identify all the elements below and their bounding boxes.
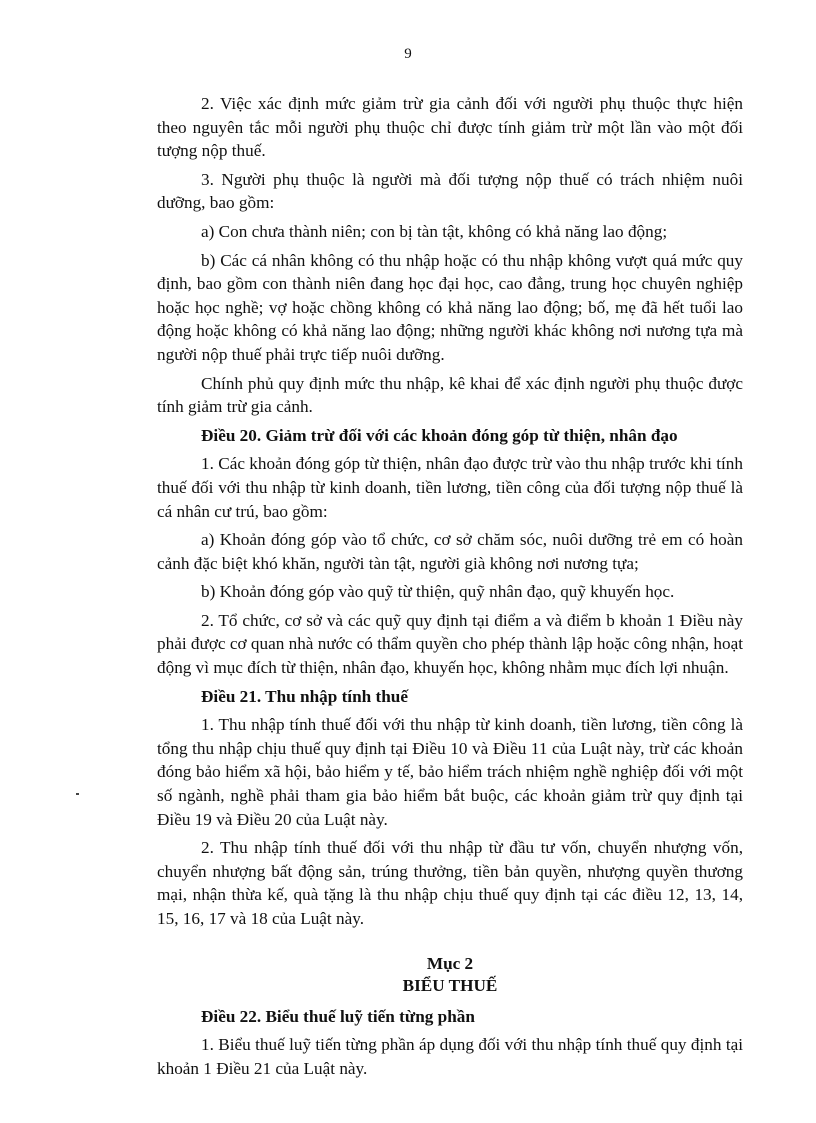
paragraph: 1. Các khoản đóng góp từ thiện, nhân đạo được trừ vào thu nhập trước khi tính thuế đối với thu nhập từ kinh doanh, tiền lương, tiền công của đối tượng nộp thuế là cá nhân cư trú, bao gồm: bbox=[157, 454, 743, 521]
article-21-title: Điều 21. Thu nhập tính thuế bbox=[201, 686, 408, 706]
margin-mark bbox=[76, 793, 79, 795]
paragraph: b) Khoản đóng góp vào quỹ từ thiện, quỹ nhân đạo, quỹ khuyến học. bbox=[201, 582, 675, 602]
paragraph: 3. Người phụ thuộc là người mà đối tượng nộp thuế có trách nhiệm nuôi dưỡng, bao gồm: bbox=[157, 169, 743, 213]
paragraph: 1. Biểu thuế luỹ tiến từng phần áp dụng đối với thu nhập tính thuế quy định tại khoản 1 Điều 21 của Luật này. bbox=[157, 1035, 743, 1078]
section-title: BIỂU THUẾ bbox=[402, 975, 498, 995]
paragraph: a) Khoản đóng góp vào tổ chức, cơ sở chăm sóc, nuôi dưỡng trẻ em có hoàn cảnh đặc biệt khó khăn, người tàn tật, người già không nơi nương tựa; bbox=[157, 530, 743, 573]
page-number: 9 bbox=[404, 46, 412, 62]
paragraph: Chính phủ quy định mức thu nhập, kê khai để xác định người phụ thuộc được tính giảm trừ gia cảnh. bbox=[157, 373, 743, 417]
paragraph: a) Con chưa thành niên; con bị tàn tật, không có khả năng lao động; bbox=[201, 221, 668, 241]
paragraph: 2. Thu nhập tính thuế đối với thu nhập từ đầu tư vốn, chuyển nhượng vốn, chuyển nhượng bất động sản, trúng thưởng, tiền bản quyền, nhượng quyền thương mại, nhận thừa kế, quà tặng là thu nhập chịu thuế quy định tại các điều 12, 13, 14, 15, 16, 17 và 18 của Luật này. bbox=[157, 838, 743, 928]
paragraph: b) Các cá nhân không có thu nhập hoặc có thu nhập không vượt quá mức quy định, bao gồm con thành niên đang học đại học, cao đẳng, trung học chuyên nghiệp hoặc học nghề; vợ hoặc chồng không có khả năng lao động; bố, mẹ đã hết tuổi lao động hoặc không có khả năng lao động; những người khác không nơi nương tựa mà người nộp thuế phải trực tiếp nuôi dưỡng. bbox=[157, 250, 743, 364]
article-20-title: Điều 20. Giảm trừ đối với các khoản đóng góp từ thiện, nhân đạo bbox=[201, 425, 678, 445]
paragraph: 2. Việc xác định mức giảm trừ gia cảnh đối với người phụ thuộc thực hiện theo nguyên tắc mỗi người phụ thuộc chỉ được tính giảm trừ một lần vào một đối tượng nộp thuế. bbox=[157, 94, 743, 161]
article-22-title: Điều 22. Biểu thuế luỹ tiến từng phần bbox=[201, 1006, 475, 1026]
section-heading bbox=[157, 953, 743, 997]
paragraph: 1. Thu nhập tính thuế đối với thu nhập từ kinh doanh, tiền lương, tiền công là tổng thu nhập chịu thuế quy định tại Điều 10 và Điều 11 của Luật này, trừ các khoản đóng bảo hiểm xã hội, bảo hiểm y tế, bảo hiểm trách nhiệm nghề nghiệp đối với một số ngành, nghề phải tham gia bảo hiểm bắt buộc, các khoản giảm trừ quy định tại Điều 19 và Điều 20 của Luật này. bbox=[157, 715, 743, 829]
paragraph: 2. Tổ chức, cơ sở và các quỹ quy định tại điểm a và điểm b khoản 1 Điều này phải được cơ quan nhà nước có thẩm quyền cho phép thành lập hoặc công nhận, hoạt động vì mục đích từ thiện, nhân đạo, khuyến học, không nhằm mục đích lợi nhuận. bbox=[157, 610, 743, 678]
document-body bbox=[157, 92, 743, 1085]
section-label: Mục 2 bbox=[426, 953, 474, 973]
